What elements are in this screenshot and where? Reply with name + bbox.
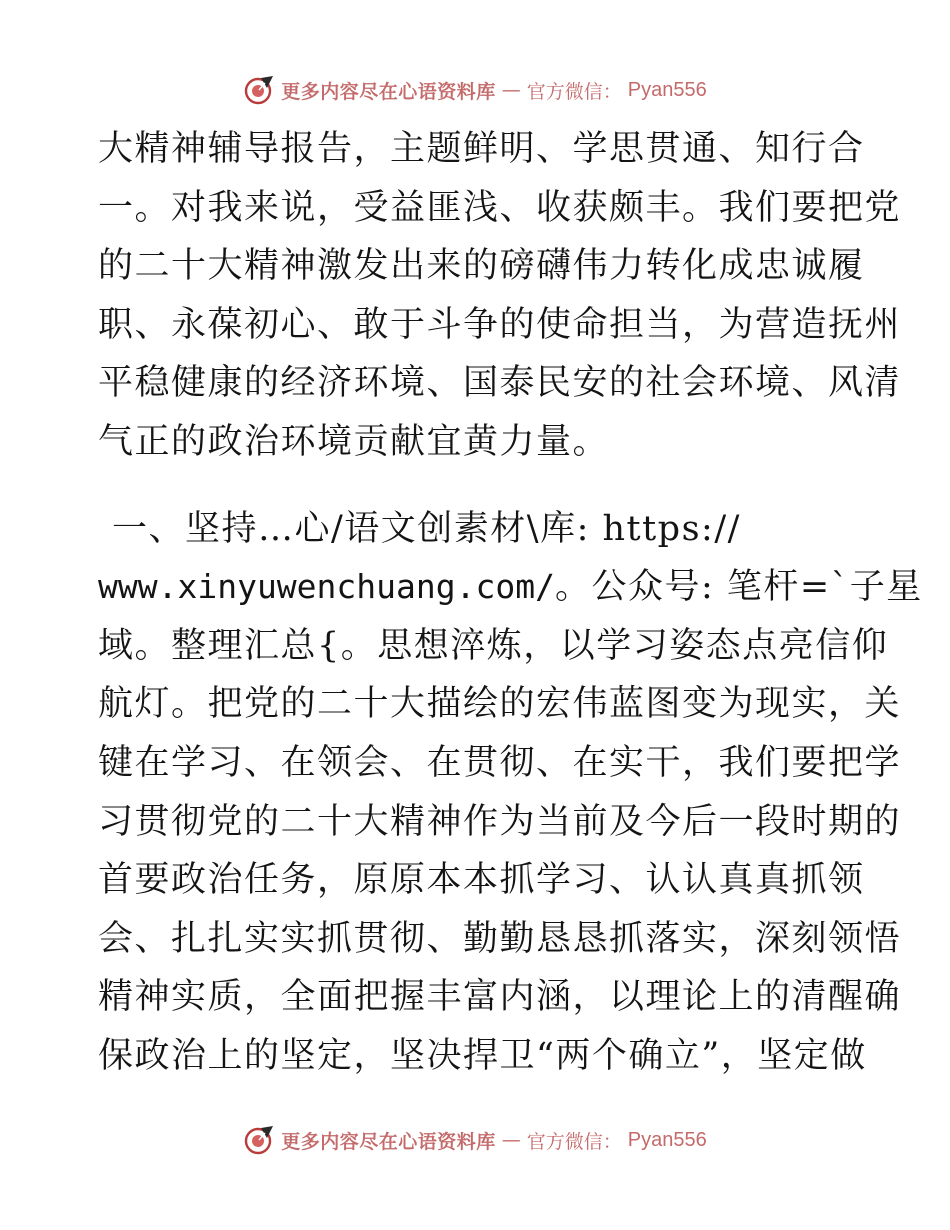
wechat-label: 官方微信：: [526, 1130, 622, 1153]
footer-banner: [0, 1122, 950, 1158]
text-line: 平稳健康的经济环境、国泰民安的社会环境、风清: [98, 363, 902, 404]
text-line: 习贯彻党的二十大精神作为当前及今后一段时期的: [98, 801, 902, 842]
text-line: 首要政治任务，原原本本抓学习、认认真真抓领: [98, 860, 865, 901]
banner-dash: —: [501, 1129, 521, 1151]
paragraph-gap: [98, 478, 850, 506]
header-banner: [0, 72, 950, 108]
wechat-id: Pyan556: [627, 1128, 707, 1151]
document-body: [98, 126, 923, 1092]
text-line: 气正的政治环境贡献宜黄力量。: [98, 421, 610, 462]
text-line: 一。对我来说，受益匪浅、收获颇丰。我们要把党: [98, 187, 902, 228]
text-line: 域。整理汇总{。思想淬炼，以学习姿态点亮信仰: [98, 625, 889, 666]
text-line: 的二十大精神激发出来的磅礴伟力转化成忠诚履: [98, 246, 865, 287]
text-line: 精神实质，全面把握丰富内涵，以理论上的清醒确: [98, 977, 902, 1018]
text-line: 保政治上的坚定，坚决捍卫“两个确立”，坚定做: [98, 1035, 867, 1076]
wechat-label: 官方微信：: [526, 80, 622, 103]
text-fragment: 。公众号: 笔杆=`子星: [554, 567, 923, 608]
banner-text: 更多内容尽在心语资料库: [281, 1130, 496, 1153]
banner-dash: —: [501, 79, 521, 101]
text-line: 职、永葆初心、敢于斗争的使命担当，为营造抚州: [98, 304, 902, 345]
pen-nib-logo-icon: [243, 74, 275, 106]
text-line: 航灯。把党的二十大描绘的宏伟蓝图变为现实，关: [98, 684, 902, 725]
text-line: 大精神辅导报告，主题鲜明、学思贯通、知行合: [98, 129, 865, 169]
banner-text: 更多内容尽在心语资料库: [281, 80, 496, 103]
paragraph-2: [98, 506, 923, 1092]
text-line: 键在学习、在领会、在贯彻、在实干，我们要把学: [98, 742, 902, 783]
url-line: [98, 564, 923, 623]
website-url: www.xinyuwenchuang.com/: [98, 567, 555, 607]
wechat-id: Pyan556: [627, 78, 707, 101]
text-line: 会、扎扎实实抓贯彻、勤勤恳恳抓落实，深刻领悟: [98, 918, 902, 959]
paragraph-1: [98, 126, 902, 478]
heading-line: 一、坚持…心/语文创素材\库: https://: [112, 508, 741, 549]
pen-nib-logo-icon: [243, 1124, 275, 1156]
